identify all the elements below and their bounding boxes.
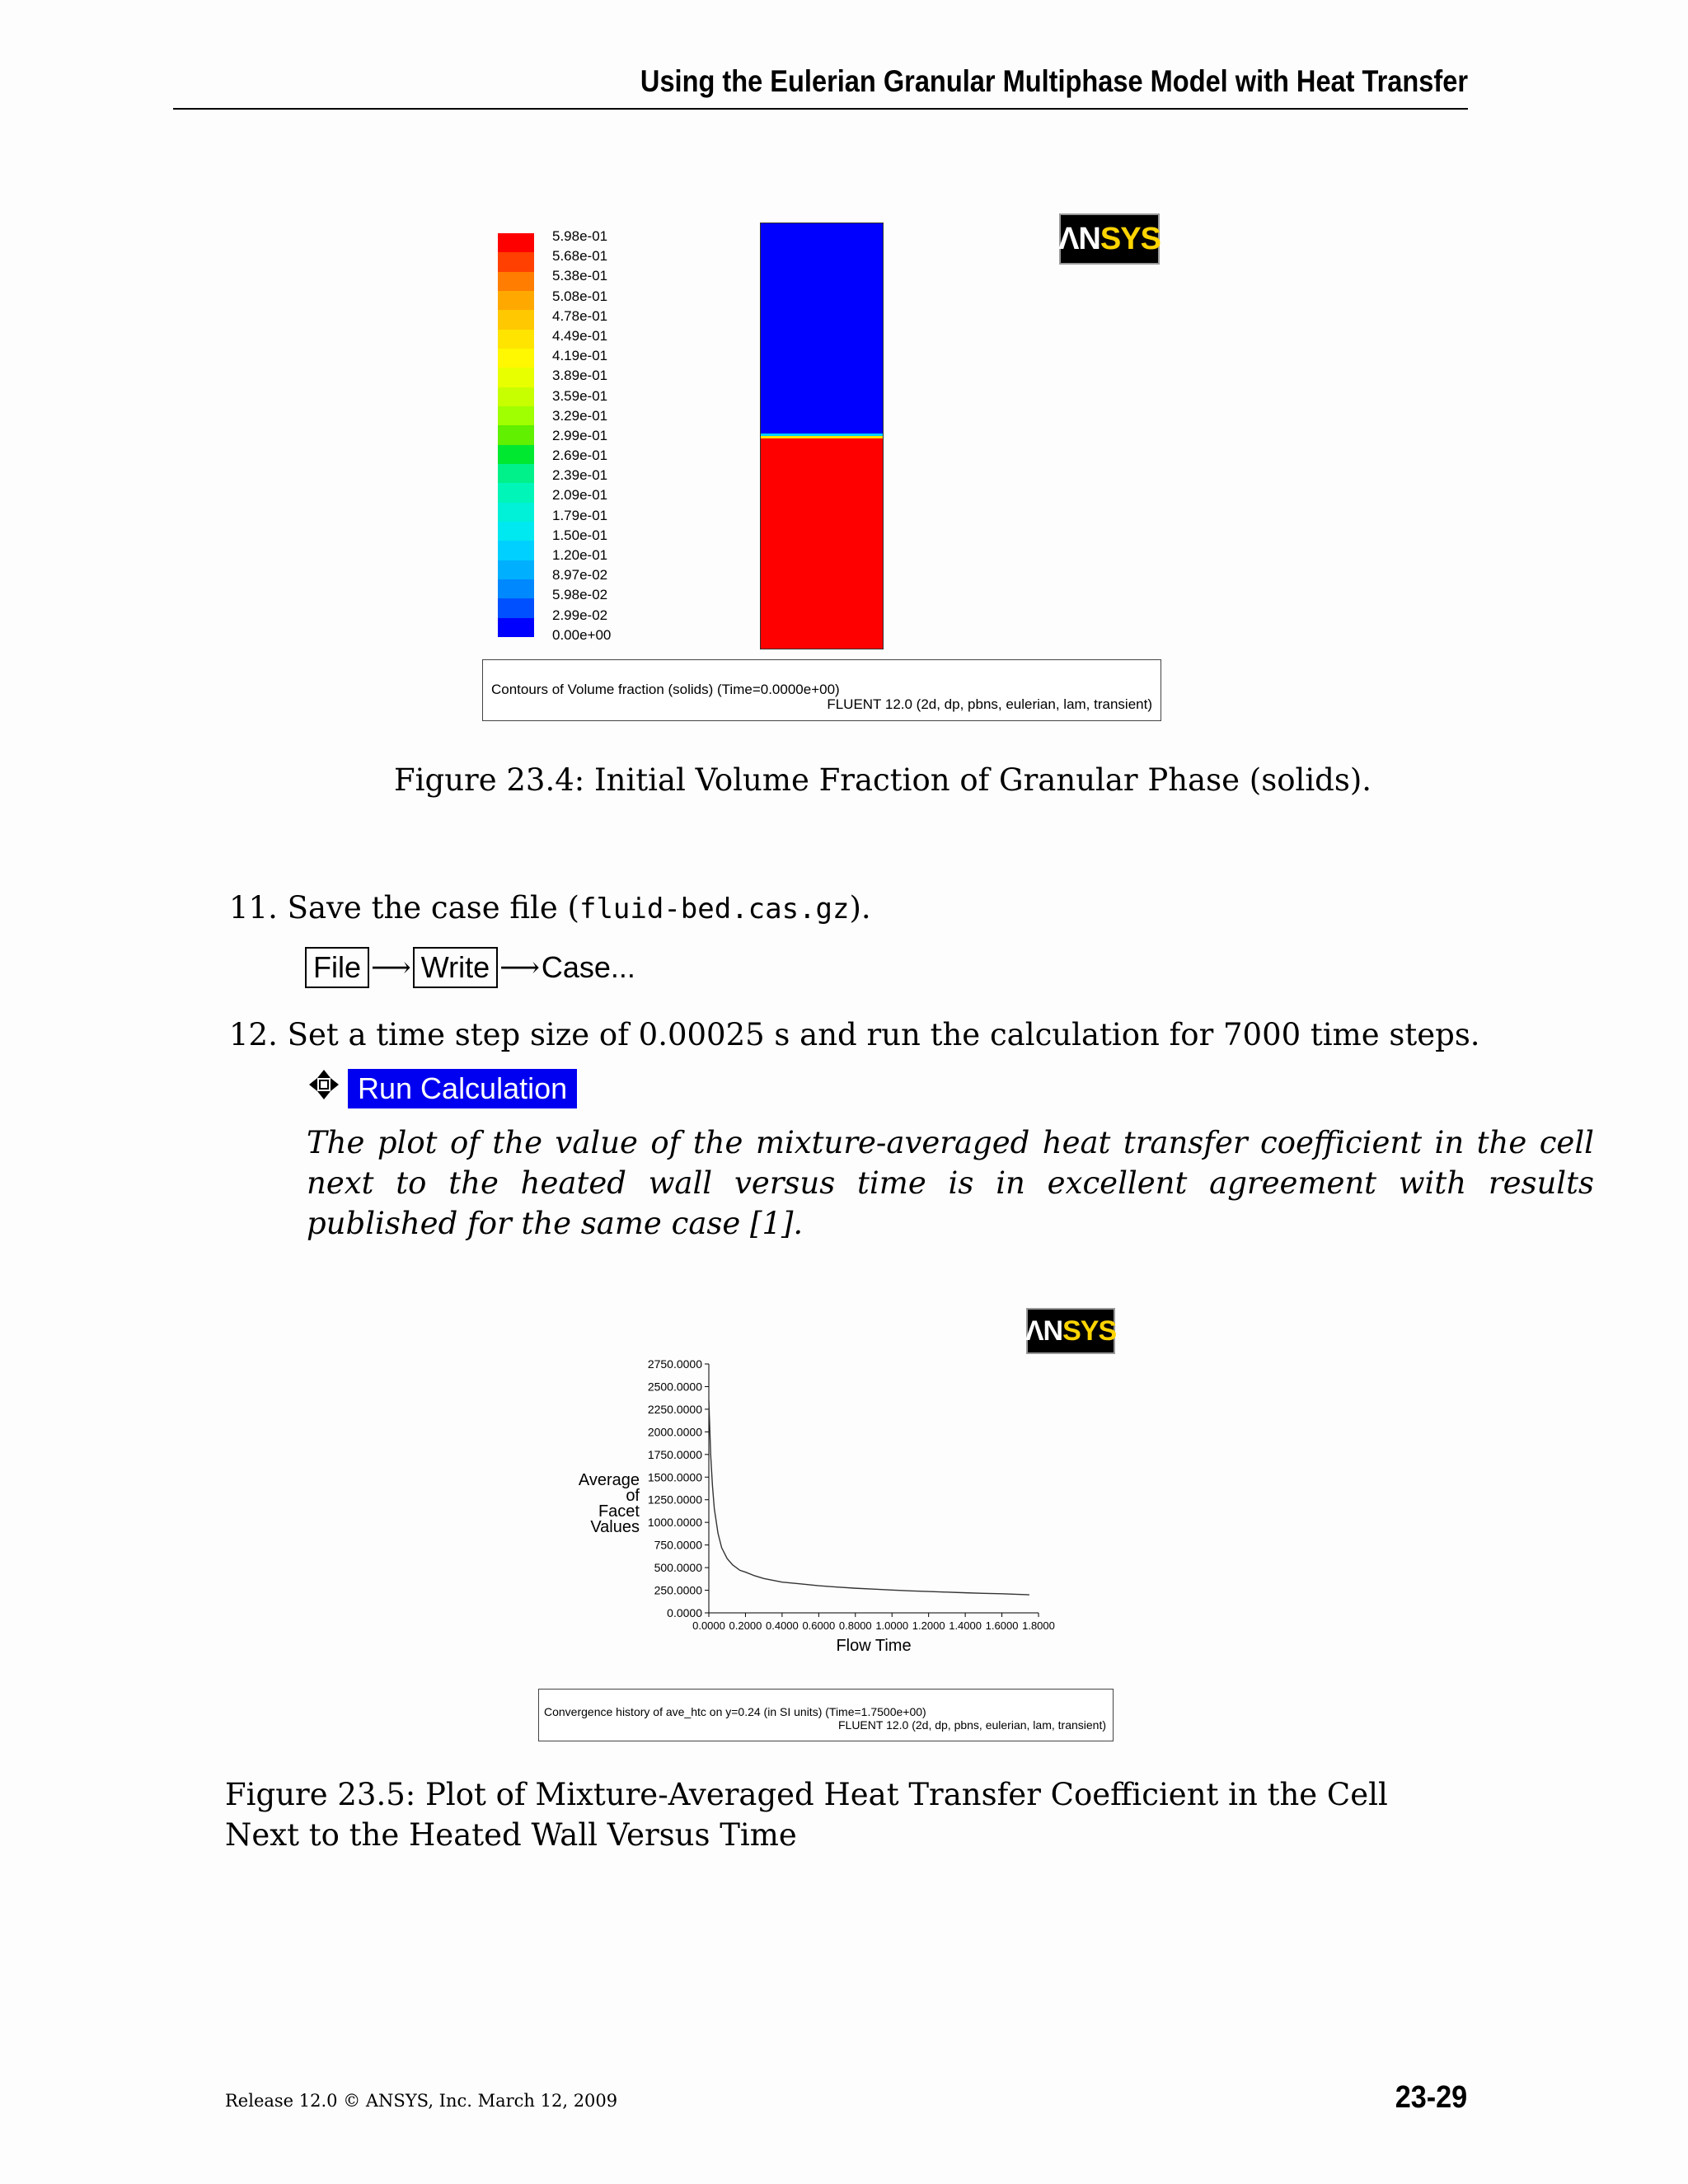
ansys-logo [1059, 213, 1160, 265]
step-11-text-end: ). [849, 890, 871, 926]
fluidized-bed-contour [760, 223, 884, 649]
colorbar-label: 0.00e+00 [552, 626, 612, 643]
step-12-text: Set a time step size of 0.00025 s and run the calculation for 7000 time steps. [287, 1017, 1480, 1052]
colorbar-label: 2.69e-01 [552, 448, 608, 464]
y-tick-label: 2000.0000 [647, 1425, 702, 1439]
y-tick-label: 0.0000 [667, 1606, 702, 1619]
step-11 [229, 890, 871, 926]
ansys-logo-sys: SYS [1062, 1315, 1117, 1347]
colorbar-label: 4.19e-01 [552, 348, 608, 364]
colorbar-segment [498, 387, 534, 406]
colorbar-label: 3.89e-01 [552, 368, 608, 384]
colorbar-label: 4.78e-01 [552, 307, 608, 324]
ansys-logo-an: ΛN [1058, 221, 1100, 256]
y-tick-label: 2750.0000 [647, 1357, 702, 1371]
figure2-caption-box-line1: Convergence history of ave_htc on y=0.24 (in SI units) (Time=1.7500e+00) [544, 1705, 926, 1718]
y-axis-label: Facet [598, 1502, 640, 1521]
colorbar-segment [498, 272, 534, 291]
colorbar-segment [498, 445, 534, 464]
colorbar-segment [498, 252, 534, 271]
arrow-icon: ⟶ [499, 951, 540, 984]
x-axis-label: Flow Time [836, 1637, 912, 1655]
bed-gas-region [761, 223, 883, 434]
step-12-number: 12. [229, 1017, 278, 1052]
ansys-logo [1026, 1308, 1115, 1354]
colorbar-segment [498, 330, 534, 349]
colorbar-segment [498, 522, 534, 541]
colorbar-segment [498, 368, 534, 387]
y-tick-label: 1750.0000 [647, 1447, 702, 1461]
y-axis-label: Average [578, 1471, 640, 1489]
footer-release: Release 12.0 © ANSYS, Inc. March 12, 2009 [225, 2091, 618, 2111]
menu-write[interactable]: Write [413, 947, 498, 988]
y-tick-label: 2500.0000 [647, 1380, 702, 1394]
colorbar-label: 3.29e-01 [552, 407, 608, 424]
y-tick-label: 250.0000 [654, 1583, 702, 1597]
colorbar-segment [498, 541, 534, 560]
step-12 [229, 1017, 1480, 1052]
ansys-logo-an: ΛN [1025, 1315, 1063, 1347]
ansys-logo-sys: SYS [1100, 221, 1160, 256]
x-tick-label: 0.4000 [766, 1619, 799, 1632]
figure1-caption-box-line2: FLUENT 12.0 (2d, dp, pbns, eulerian, lam, transient) [827, 696, 1152, 712]
x-tick-label: 0.2000 [729, 1619, 762, 1632]
colorbar-segment [498, 560, 534, 579]
htc-series-line [709, 1400, 1029, 1595]
y-tick-label: 750.0000 [654, 1538, 702, 1552]
result-note: The plot of the value of the mixture-averaged heat transfer coefficient in the cell next to the heated wall versus time is in excellent agreement with results published for the same case [1]. [307, 1125, 1594, 1241]
colorbar-segment [498, 618, 534, 637]
x-tick-label: 1.0000 [875, 1619, 909, 1632]
step-11-number: 11. [229, 890, 278, 926]
colorbar-label: 2.99e-02 [552, 607, 608, 623]
colorbar-label: 2.09e-01 [552, 487, 608, 504]
colorbar-label: 8.97e-02 [552, 567, 608, 583]
run-calculation-button[interactable]: Run Calculation [348, 1069, 577, 1108]
y-axis-label: Values [590, 1518, 640, 1536]
colorbar-segment [498, 483, 534, 502]
colorbar-segment [498, 425, 534, 444]
colorbar-segment [498, 349, 534, 368]
colorbar [498, 233, 534, 637]
y-tick-label: 1250.0000 [647, 1493, 702, 1507]
menu-case[interactable]: Case... [541, 950, 635, 984]
colorbar-label: 1.50e-01 [552, 527, 608, 543]
figure2-caption-box [538, 1689, 1114, 1741]
htc-chart [560, 1335, 1096, 1665]
menu-path [305, 947, 635, 988]
colorbar-label: 1.20e-01 [552, 547, 608, 563]
colorbar-label: 3.59e-01 [552, 387, 608, 404]
colorbar-label: 5.98e-01 [552, 228, 608, 244]
colorbar-segment [498, 291, 534, 310]
colorbar-labels [552, 227, 668, 645]
colorbar-label: 2.39e-01 [552, 467, 608, 484]
arrow-icon: ⟶ [371, 951, 411, 984]
colorbar-label: 5.68e-01 [552, 248, 608, 265]
x-tick-label: 0.0000 [692, 1619, 725, 1632]
y-tick-label: 500.0000 [654, 1561, 702, 1575]
y-axis-label: of [626, 1487, 640, 1505]
case-filename: fluid-bed.cas.gz [579, 893, 850, 926]
colorbar-label: 2.99e-01 [552, 427, 608, 443]
page-header-title: Using the Eulerian Granular Multiphase Model with Heat Transfer [640, 64, 1468, 98]
x-tick-label: 0.6000 [802, 1619, 836, 1632]
x-tick-label: 1.4000 [949, 1619, 982, 1632]
colorbar-segment [498, 598, 534, 617]
x-tick-label: 1.6000 [985, 1619, 1019, 1632]
colorbar-segment [498, 406, 534, 425]
x-tick-label: 1.8000 [1022, 1619, 1055, 1632]
menu-file[interactable]: File [305, 947, 369, 988]
bed-interface-yellow [761, 436, 883, 438]
figure2-caption-box-line2: FLUENT 12.0 (2d, dp, pbns, eulerian, lam, transient) [837, 1718, 1106, 1732]
page-number: 23-29 [1395, 2080, 1467, 2115]
figure2-caption: Figure 23.5: Plot of Mixture-Averaged Heat Transfer Coefficient in the Cell Next to the Heated Wall Versus Time [225, 1777, 1388, 1853]
move-arrows-icon [307, 1068, 340, 1101]
figure1-caption-box-line1: Contours of Volume fraction (solids) (Time=0.0000e+00) [491, 682, 840, 697]
chart-container [560, 1335, 1096, 1665]
figure1-caption: Figure 23.4: Initial Volume Fraction of Granular Phase (solids). [394, 762, 1372, 798]
step-11-text: Save the case file ( [287, 890, 579, 926]
y-tick-label: 2250.0000 [647, 1402, 702, 1416]
header-rule [173, 108, 1468, 110]
colorbar-label: 1.79e-01 [552, 507, 608, 523]
y-tick-label: 1500.0000 [647, 1470, 702, 1484]
x-tick-label: 1.2000 [912, 1619, 945, 1632]
x-tick-label: 0.8000 [838, 1619, 872, 1632]
colorbar-segment [498, 579, 534, 598]
colorbar-segment [498, 503, 534, 522]
colorbar-segment [498, 310, 534, 329]
colorbar-label: 4.49e-01 [552, 327, 608, 344]
colorbar-label: 5.98e-02 [552, 587, 608, 603]
colorbar-segment [498, 464, 534, 483]
figure1-caption-box [482, 659, 1161, 721]
colorbar-segment [498, 233, 534, 252]
colorbar-label: 5.38e-01 [552, 268, 608, 284]
colorbar-label: 5.08e-01 [552, 288, 608, 304]
y-tick-label: 1000.0000 [647, 1516, 702, 1530]
